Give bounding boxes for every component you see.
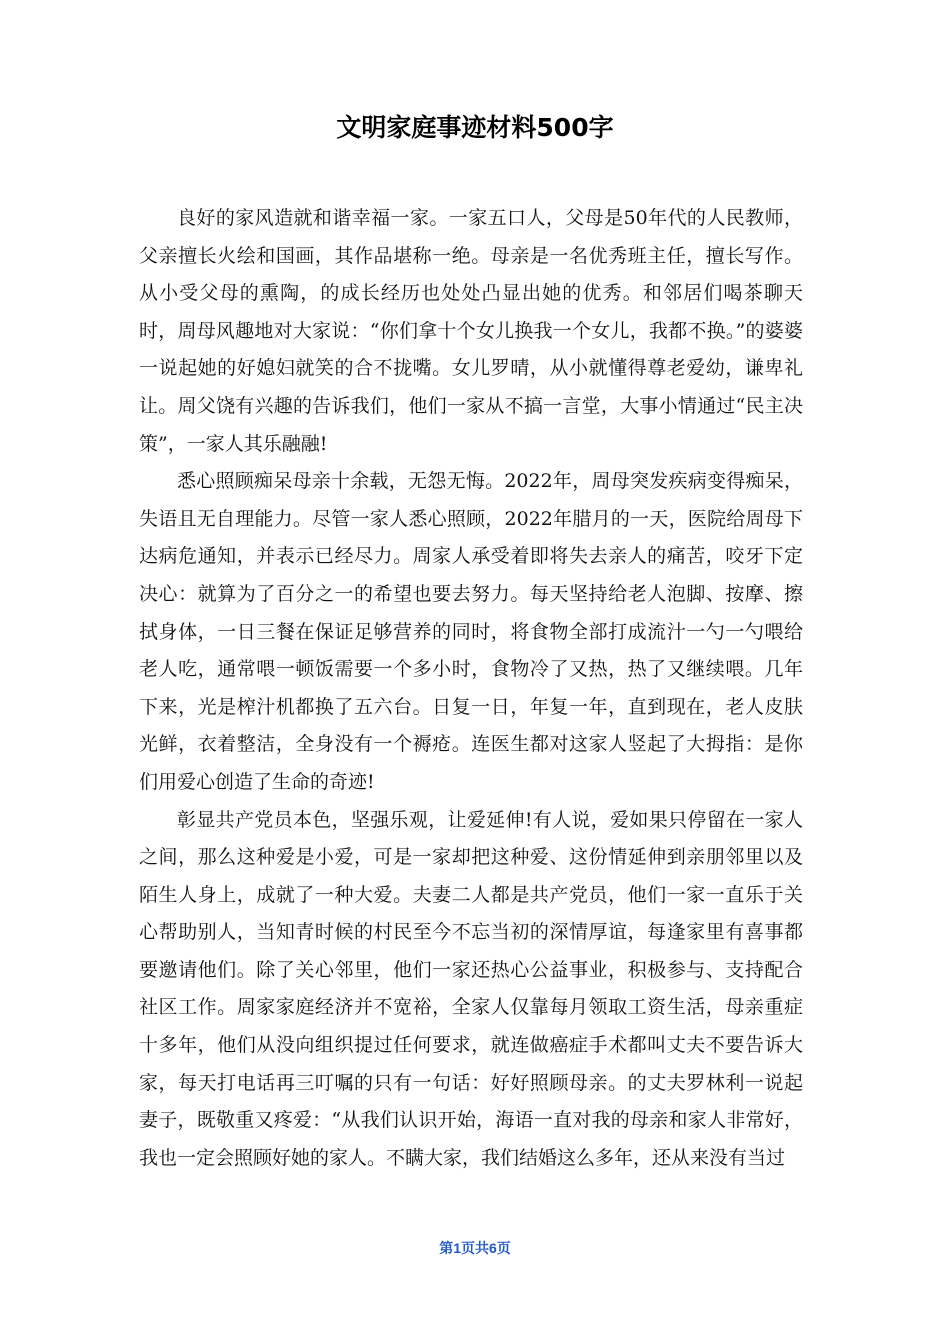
paragraph-2: 悉心照顾痴呆母亲十余载，无怨无悔。2022年，周母突发疾病变得痴呆，失语且无自理能力。尽管一家人悉心照顾，2022年腊月的一天，医院给周母下达病危通知，并表示已经尽力。周家人承受着即将失去亲人的痛苦，咬牙下定决心：就算为了百分之一的希望也要去努力。每天坚持给老人泡脚、按摩、擦拭身体，一日三餐在保证足够营养的同时，将食物全部打成流汁一勺一勺喂给老人吃，通常喂一顿饭需要一个多小时，食物冷了又热，热了又继续喂。几年下来，光是榨汁机都换了五六台。日复一日，年复一年，直到现在，老人皮肤光鲜，衣着整洁，全身没有一个褥疮。连医生都对这家人竖起了大拇指：是你们用爱心创造了生命的奇迹! xyxy=(139,470,803,793)
document-body xyxy=(139,200,803,1177)
document-title: 文明家庭事迹材料500字 xyxy=(336,113,614,142)
page-number-footer: 第1页共6页 xyxy=(439,1240,511,1256)
paragraph-1: 良好的家风造就和谐幸福一家。一家五口人，父母是50年代的人民教师，父亲擅长火绘和国画，其作品堪称一绝。母亲是一名优秀班主任，擅长写作。从小受父母的熏陶，的成长经历也处处凸显出她的优秀。和邻居们喝茶聊天时，周母风趣地对大家说：“你们拿十个女儿换我一个女儿，我都不换。”的婆婆一说起她的好媳妇就笑的合不拢嘴。女儿罗晴，从小就懂得尊老爱幼，谦卑礼让。周父饶有兴趣的告诉我们，他们一家从不搞一言堂，大事小情通过“民主决策”，一家人其乐融融! xyxy=(139,207,803,455)
paragraph-3: 彰显共产党员本色，坚强乐观，让爱延伸!有人说，爱如果只停留在一家人之间，那么这种爱是小爱，可是一家却把这种爱、这份情延伸到亲朋邻里以及陌生人身上，成就了一种大爱。夫妻二人都是共产党员，他们一家一直乐于关心帮助别人，当知青时候的村民至今不忘当初的深情厚谊，每逢家里有喜事都要邀请他们。除了关心邻里，他们一家还热心公益事业，积极参与、支持配合社区工作。周家家庭经济并不宽裕，全家人仅靠每月领取工资生活，母亲重症十多年，他们从没向组织提过任何要求，就连做癌症手术都叫丈夫不要告诉大家，每天打电话再三叮嘱的只有一句话：好好照顾母亲。的丈夫罗林利一说起妻子，既敬重又疼爱：“从我们认识开始，海语一直对我的母亲和家人非常好，我也一定会照顾好她的家人。不瞒大家，我们结婚这么多年，还从来没有当过 xyxy=(139,808,803,1169)
